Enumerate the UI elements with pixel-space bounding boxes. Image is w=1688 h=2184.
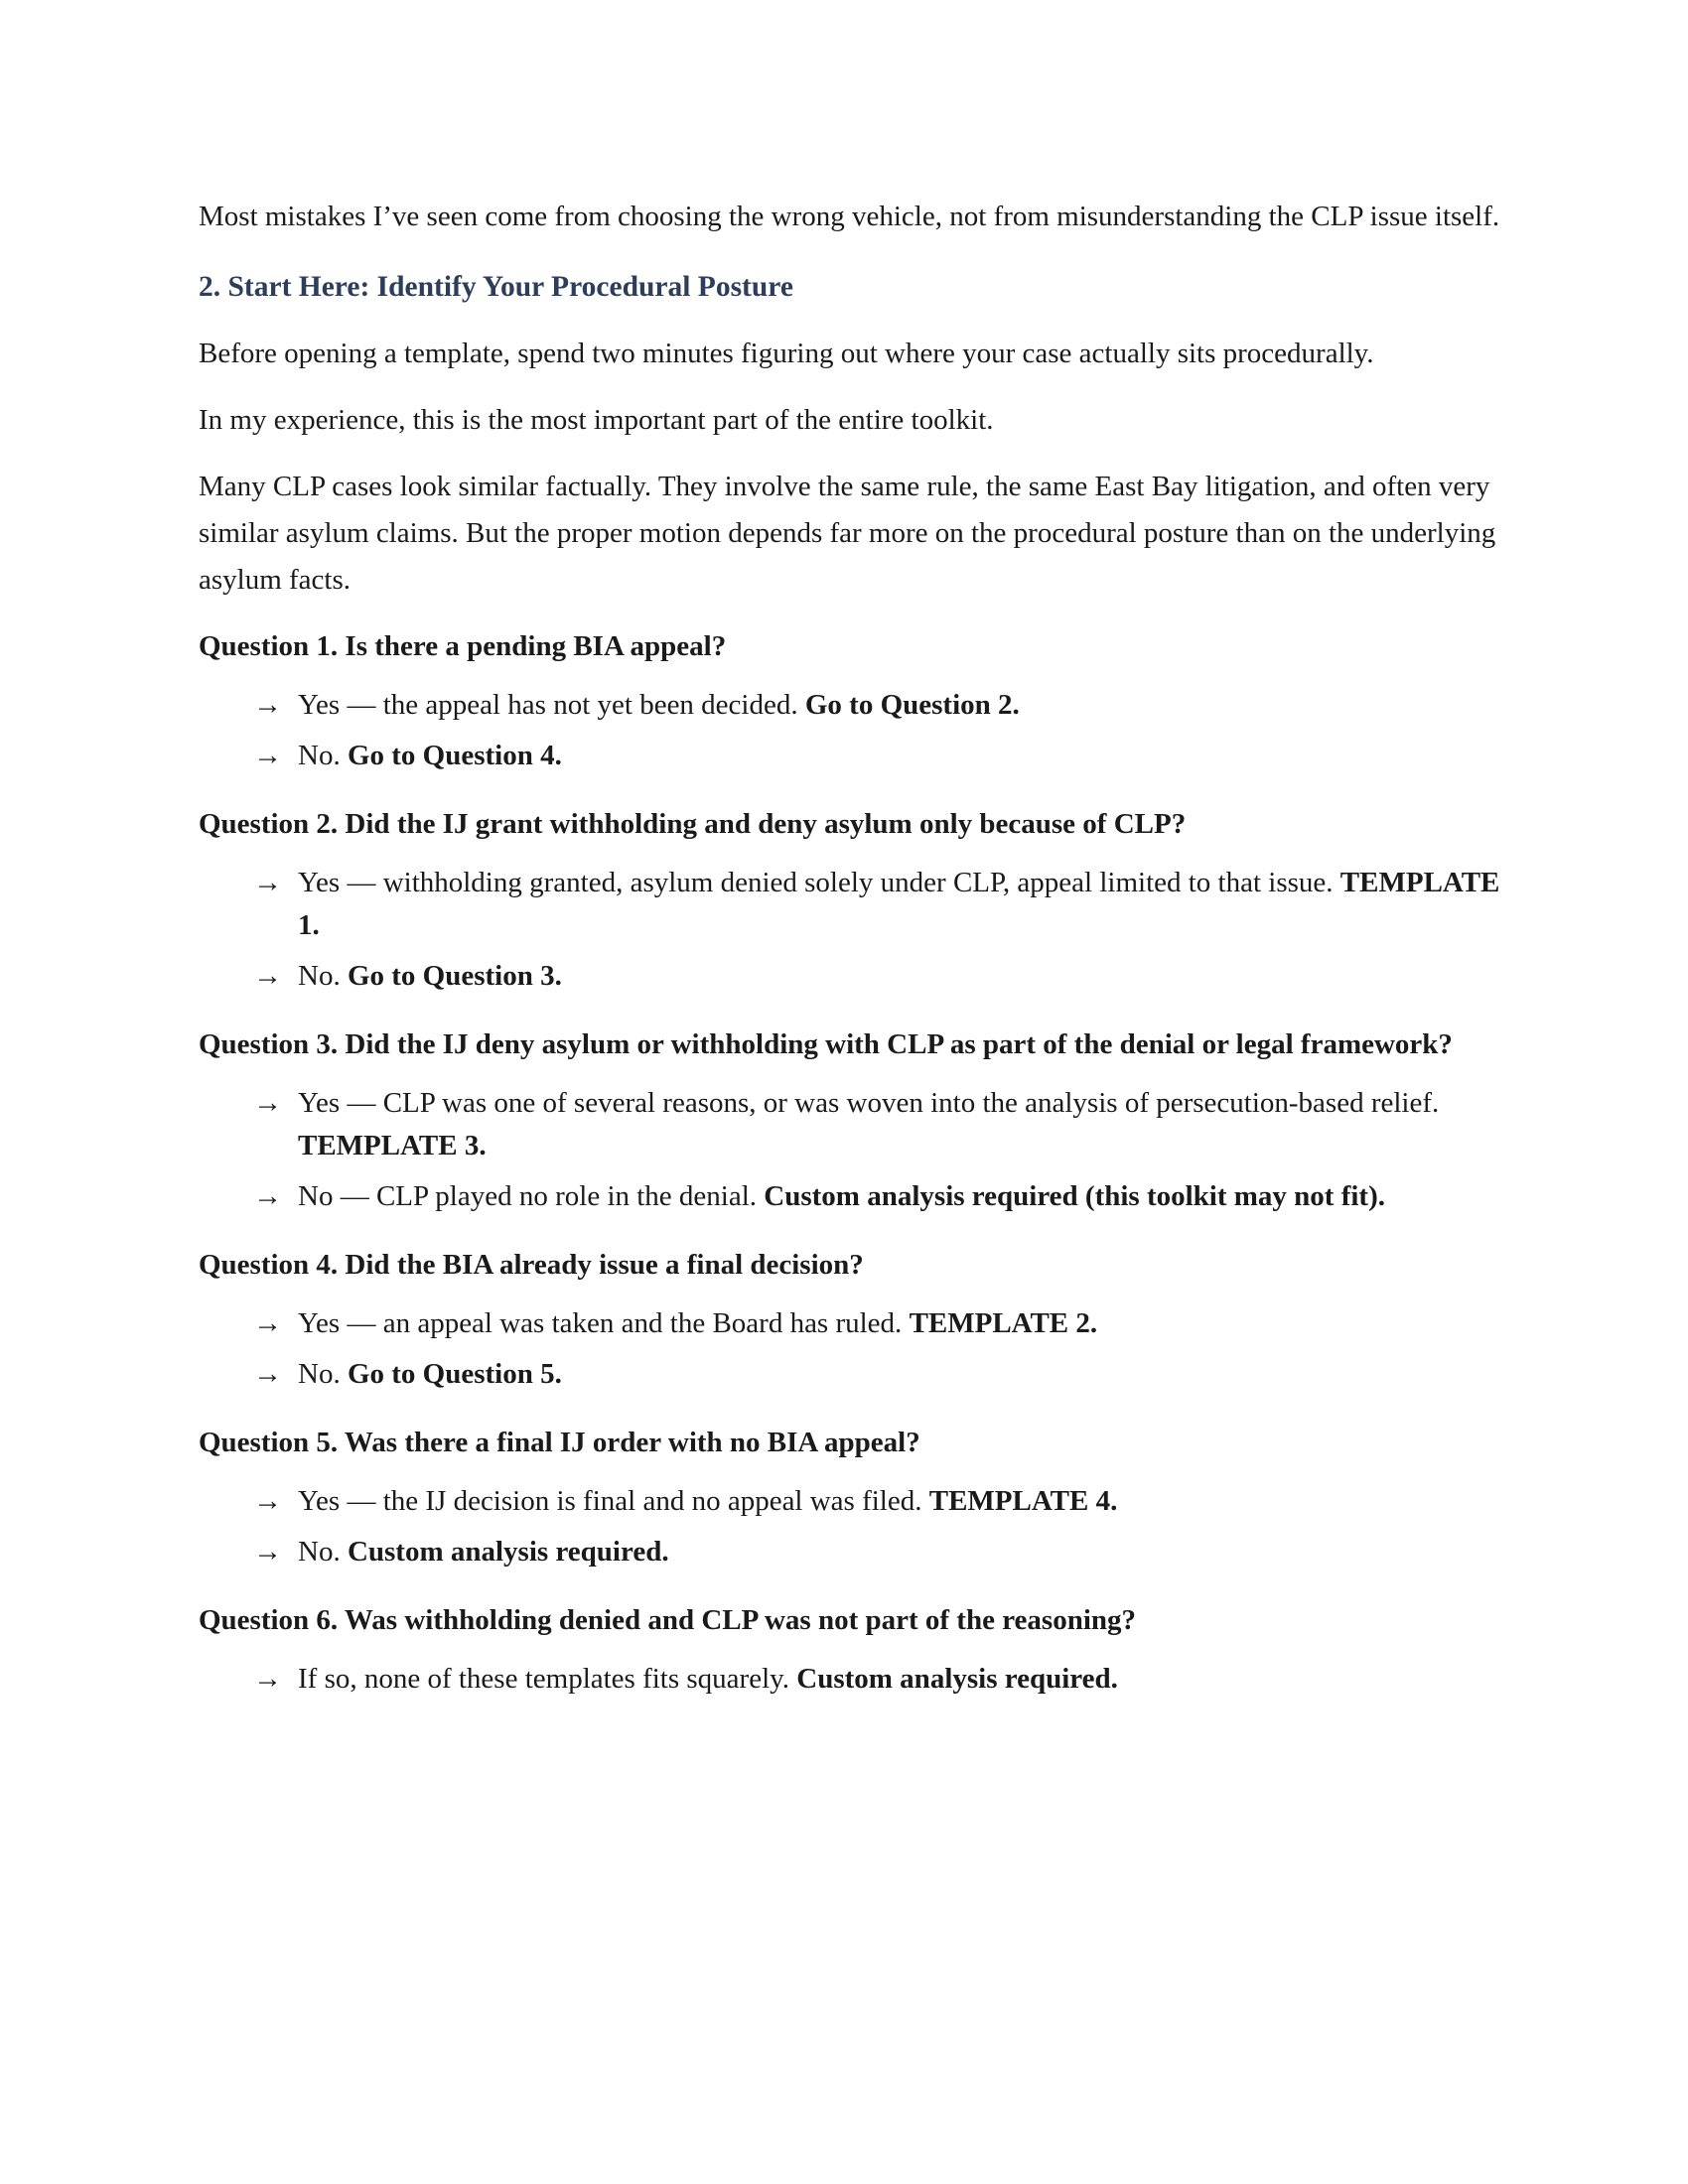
right-arrow-icon: → — [253, 689, 282, 721]
answer-emphasis: Go to Question 2. — [804, 689, 1020, 721]
question-title: Question 2. Did the IJ grant withholding and deny asylum only because of CLP? — [199, 808, 1187, 840]
right-arrow-icon: → — [253, 740, 282, 771]
answer-text — [298, 1658, 1509, 1701]
answer-list — [199, 1480, 1509, 1573]
section-heading: 2. Start Here: Identify Your Procedural Posture — [199, 271, 793, 303]
question-title: Question 3. Did the IJ deny asylum or withholding with CLP as part of the denial or legal framework? — [199, 1028, 1453, 1060]
question-title: Question 5. Was there a final IJ order with no BIA appeal? — [199, 1427, 920, 1458]
answer-item — [199, 1082, 1509, 1167]
answer-plain: No. — [298, 960, 348, 992]
answer-text — [298, 1302, 1509, 1345]
paragraph-experience: In my experience, this is the most important part of the entire toolkit. — [199, 404, 994, 436]
answer-plain: Yes — the IJ decision is final and no appeal was filed. — [298, 1485, 929, 1517]
answer-plain: No. — [298, 1536, 348, 1568]
answer-emphasis: Custom analysis required. — [347, 1536, 669, 1568]
right-arrow-icon: → — [253, 1663, 282, 1695]
answer-emphasis: Custom analysis required (this toolkit may not fit). — [764, 1180, 1385, 1212]
answer-text — [298, 1353, 1509, 1396]
question-5 — [199, 1420, 1509, 1573]
answer-text — [298, 1082, 1509, 1167]
answer-item — [199, 735, 1509, 777]
answer-emphasis: TEMPLATE 3. — [298, 1130, 487, 1161]
answer-text — [298, 862, 1509, 947]
answer-emphasis: Go to Question 3. — [347, 960, 562, 992]
answer-item — [199, 684, 1509, 727]
answer-list — [199, 1302, 1509, 1396]
question-title: Question 6. Was withholding denied and CLP was not part of the reasoning? — [199, 1604, 1137, 1636]
answer-plain: No — CLP played no role in the denial. — [298, 1180, 765, 1212]
answer-text — [298, 684, 1509, 727]
paragraph-two-minutes: Before opening a template, spend two minutes figuring out where your case actually sits procedurally. — [199, 338, 1374, 369]
answer-list — [199, 1082, 1509, 1218]
answer-plain: Yes — an appeal was taken and the Board has ruled. — [298, 1307, 910, 1339]
right-arrow-icon: → — [253, 1180, 282, 1212]
answer-emphasis: TEMPLATE 2. — [909, 1307, 1098, 1339]
answer-text — [298, 735, 1509, 777]
document-page — [199, 194, 1509, 1724]
answer-plain: If so, none of these templates fits squarely. — [298, 1663, 797, 1695]
question-4 — [199, 1242, 1509, 1396]
answer-list — [199, 684, 1509, 777]
right-arrow-icon: → — [253, 1358, 282, 1390]
answer-plain: No. — [298, 740, 348, 771]
answer-list — [199, 1658, 1509, 1701]
answer-text — [298, 955, 1509, 998]
right-arrow-icon: → — [253, 1307, 282, 1339]
answer-emphasis: TEMPLATE 4. — [928, 1485, 1118, 1517]
answer-item — [199, 1353, 1509, 1396]
paragraph-clp-cases: Many CLP cases look similar factually. They involve the same rule, the same East Bay litigation, and often very similar asylum claims. But the proper motion depends far more on the procedural posture than on the underlying asylum facts. — [199, 471, 1496, 596]
answer-plain: Yes — CLP was one of several reasons, or was woven into the analysis of persecution-based relief. — [298, 1087, 1440, 1119]
answer-list — [199, 862, 1509, 998]
answer-item — [199, 1531, 1509, 1573]
intro-paragraph: Most mistakes I’ve seen come from choosing the wrong vehicle, not from misunderstanding the CLP issue itself. — [199, 201, 1500, 232]
answer-item — [199, 955, 1509, 998]
question-2 — [199, 801, 1509, 998]
right-arrow-icon: → — [253, 1087, 282, 1119]
answer-emphasis: Go to Question 4. — [347, 740, 562, 771]
question-1 — [199, 623, 1509, 777]
question-6 — [199, 1597, 1509, 1701]
answer-plain: No. — [298, 1358, 348, 1390]
answer-emphasis: TEMPLATE 1. — [298, 867, 1500, 941]
answer-item — [199, 1658, 1509, 1701]
question-title: Question 4. Did the BIA already issue a final decision? — [199, 1249, 864, 1281]
answer-item — [199, 1175, 1509, 1218]
answer-plain: Yes — the appeal has not yet been decided. — [298, 689, 805, 721]
answer-emphasis: Go to Question 5. — [347, 1358, 562, 1390]
right-arrow-icon: → — [253, 1536, 282, 1568]
answer-text — [298, 1480, 1509, 1523]
right-arrow-icon: → — [253, 867, 282, 898]
answer-text — [298, 1175, 1509, 1218]
answer-item — [199, 862, 1509, 947]
right-arrow-icon: → — [253, 960, 282, 992]
right-arrow-icon: → — [253, 1485, 282, 1517]
answer-emphasis: Custom analysis required. — [796, 1663, 1118, 1695]
answer-item — [199, 1480, 1509, 1523]
answer-item — [199, 1302, 1509, 1345]
answer-plain: Yes — withholding granted, asylum denied solely under CLP, appeal limited to that issue. — [298, 867, 1340, 898]
question-title: Question 1. Is there a pending BIA appeal? — [199, 630, 727, 662]
question-3 — [199, 1022, 1509, 1218]
answer-text — [298, 1531, 1509, 1573]
